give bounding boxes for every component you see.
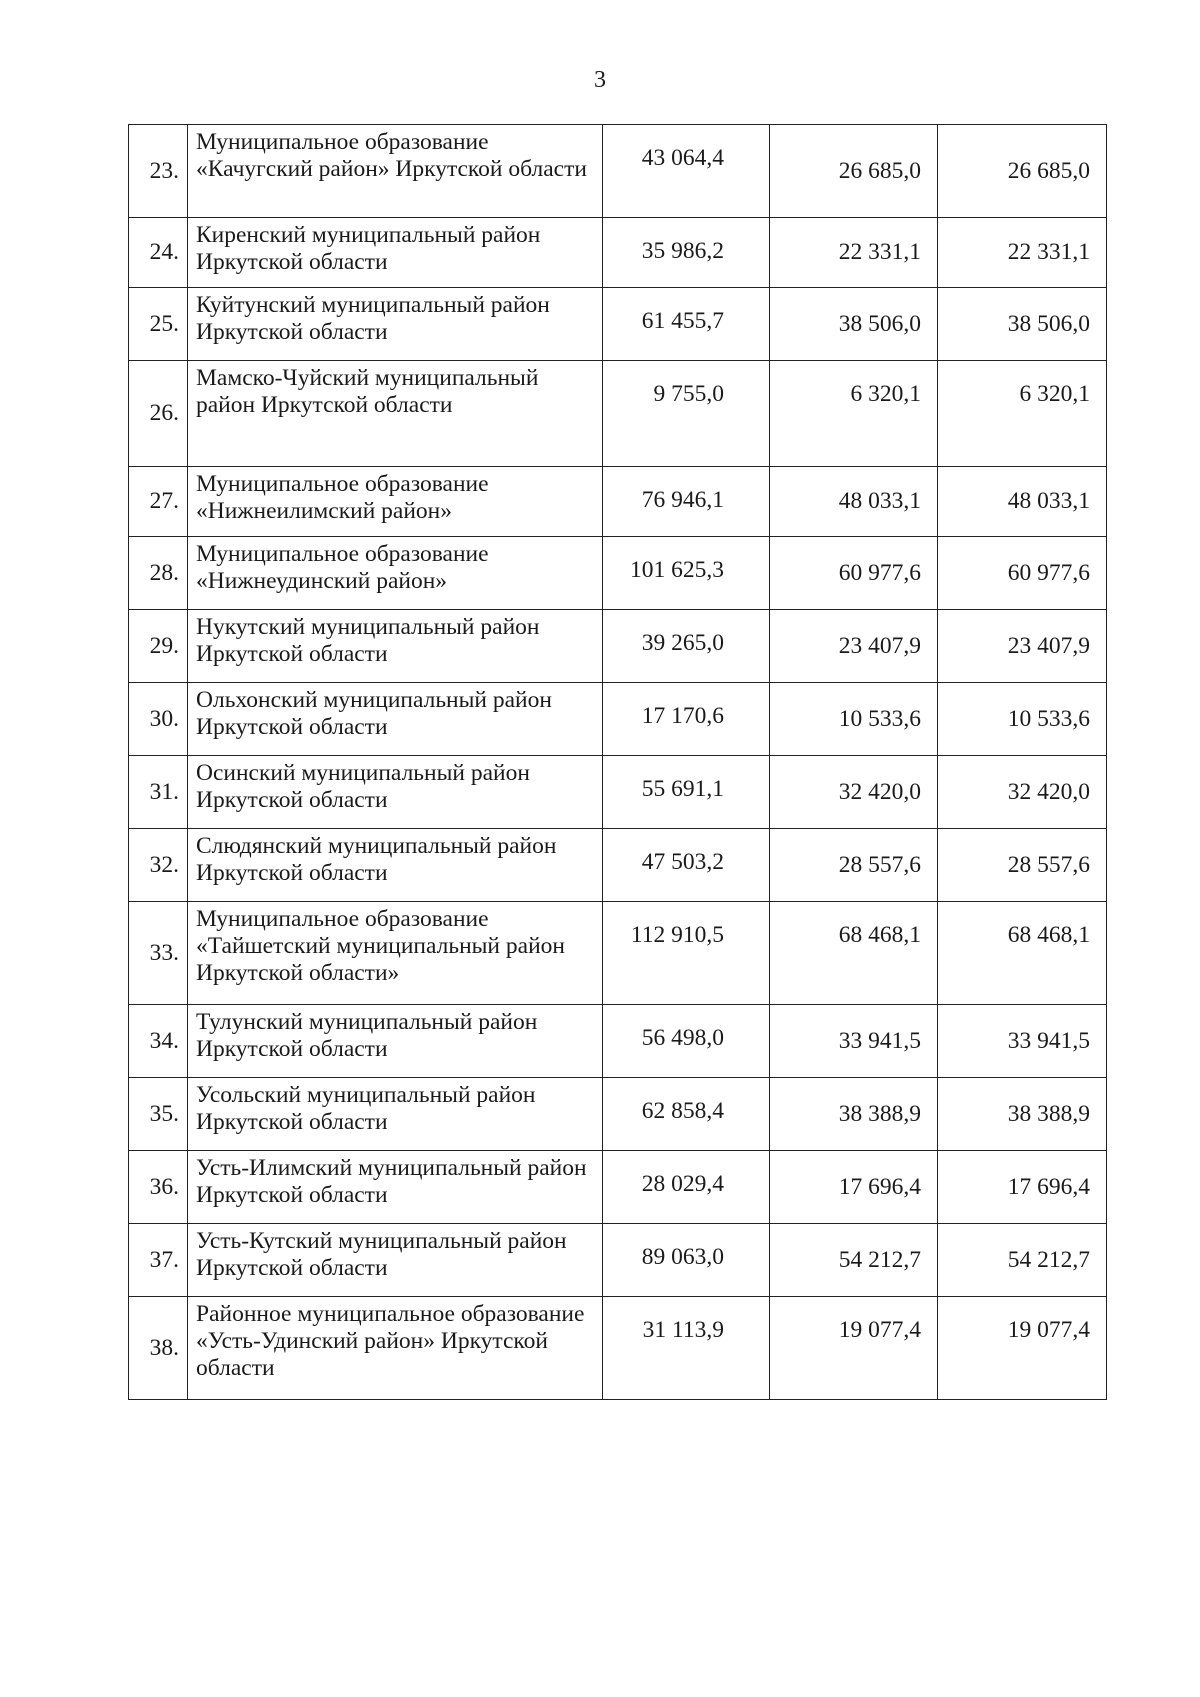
table-row xyxy=(129,756,1107,829)
value-col-3: 23 407,9 xyxy=(938,610,1107,683)
value-col-1: 55 691,1 xyxy=(603,756,770,829)
table-row xyxy=(129,467,1107,537)
row-number: 33. xyxy=(129,902,188,1005)
value-col-1: 61 455,7 xyxy=(603,288,770,361)
value-col-3: 26 685,0 xyxy=(938,125,1107,218)
municipality-name: Осинский муниципальный район Иркутской области xyxy=(188,756,603,829)
value-col-2: 26 685,0 xyxy=(770,125,938,218)
value-col-1: 101 625,3 xyxy=(603,537,770,610)
value-col-2: 28 557,6 xyxy=(770,829,938,902)
value-col-3: 38 506,0 xyxy=(938,288,1107,361)
row-number: 38. xyxy=(129,1297,188,1400)
value-col-1: 17 170,6 xyxy=(603,683,770,756)
value-col-2: 33 941,5 xyxy=(770,1005,938,1078)
table-row xyxy=(129,610,1107,683)
row-number: 28. xyxy=(129,537,188,610)
value-col-3: 38 388,9 xyxy=(938,1078,1107,1151)
value-col-2: 22 331,1 xyxy=(770,218,938,288)
value-col-1: 76 946,1 xyxy=(603,467,770,537)
row-number: 35. xyxy=(129,1078,188,1151)
row-number: 29. xyxy=(129,610,188,683)
municipality-name: Муниципальное образование «Качугский район» Иркутской области xyxy=(188,125,603,218)
municipality-name: Муниципальное образование «Нижнеилимский район» xyxy=(188,467,603,537)
value-col-2: 38 506,0 xyxy=(770,288,938,361)
value-col-3: 28 557,6 xyxy=(938,829,1107,902)
value-col-3: 48 033,1 xyxy=(938,467,1107,537)
value-col-2: 48 033,1 xyxy=(770,467,938,537)
table-row xyxy=(129,125,1107,218)
allocation-table xyxy=(128,124,1107,1400)
value-col-2: 54 212,7 xyxy=(770,1224,938,1297)
row-number: 37. xyxy=(129,1224,188,1297)
table-row xyxy=(129,902,1107,1005)
row-number: 30. xyxy=(129,683,188,756)
row-number: 34. xyxy=(129,1005,188,1078)
value-col-3: 17 696,4 xyxy=(938,1151,1107,1224)
table-row xyxy=(129,683,1107,756)
row-number: 23. xyxy=(129,125,188,218)
row-number: 36. xyxy=(129,1151,188,1224)
value-col-1: 56 498,0 xyxy=(603,1005,770,1078)
value-col-2: 19 077,4 xyxy=(770,1297,938,1400)
value-col-2: 32 420,0 xyxy=(770,756,938,829)
municipality-name: Муниципальное образование «Нижнеудинский район» xyxy=(188,537,603,610)
value-col-2: 10 533,6 xyxy=(770,683,938,756)
table-row xyxy=(129,1005,1107,1078)
value-col-2: 60 977,6 xyxy=(770,537,938,610)
value-col-1: 35 986,2 xyxy=(603,218,770,288)
value-col-3: 19 077,4 xyxy=(938,1297,1107,1400)
value-col-1: 43 064,4 xyxy=(603,125,770,218)
municipality-name: Киренский муниципальный район Иркутской области xyxy=(188,218,603,288)
municipality-name: Муниципальное образование «Тайшетский муниципальный район Иркутской области» xyxy=(188,902,603,1005)
page-number: 3 xyxy=(594,67,606,93)
value-col-1: 47 503,2 xyxy=(603,829,770,902)
value-col-2: 38 388,9 xyxy=(770,1078,938,1151)
value-col-1: 39 265,0 xyxy=(603,610,770,683)
municipality-name: Усть-Кутский муниципальный район Иркутской области xyxy=(188,1224,603,1297)
value-col-1: 112 910,5 xyxy=(603,902,770,1005)
value-col-3: 54 212,7 xyxy=(938,1224,1107,1297)
value-col-1: 9 755,0 xyxy=(603,361,770,467)
value-col-3: 10 533,6 xyxy=(938,683,1107,756)
municipality-name: Нукутский муниципальный район Иркутской области xyxy=(188,610,603,683)
value-col-1: 62 858,4 xyxy=(603,1078,770,1151)
table-row xyxy=(129,537,1107,610)
value-col-2: 68 468,1 xyxy=(770,902,938,1005)
value-col-3: 68 468,1 xyxy=(938,902,1107,1005)
municipality-name: Тулунский муниципальный район Иркутской области xyxy=(188,1005,603,1078)
value-col-2: 6 320,1 xyxy=(770,361,938,467)
value-col-3: 33 941,5 xyxy=(938,1005,1107,1078)
value-col-3: 32 420,0 xyxy=(938,756,1107,829)
value-col-3: 60 977,6 xyxy=(938,537,1107,610)
row-number: 26. xyxy=(129,361,188,467)
value-col-3: 22 331,1 xyxy=(938,218,1107,288)
municipality-name: Слюдянский муниципальный район Иркутской области xyxy=(188,829,603,902)
table-row xyxy=(129,1078,1107,1151)
municipality-name: Усть-Илимский муниципальный район Иркутской области xyxy=(188,1151,603,1224)
row-number: 27. xyxy=(129,467,188,537)
table-row xyxy=(129,361,1107,467)
value-col-1: 28 029,4 xyxy=(603,1151,770,1224)
table-row xyxy=(129,1224,1107,1297)
value-col-2: 23 407,9 xyxy=(770,610,938,683)
value-col-1: 31 113,9 xyxy=(603,1297,770,1400)
table-row xyxy=(129,829,1107,902)
municipality-name: Мамско-Чуйский муниципальный район Иркутской области xyxy=(188,361,603,467)
value-col-2: 17 696,4 xyxy=(770,1151,938,1224)
row-number: 24. xyxy=(129,218,188,288)
table-row xyxy=(129,218,1107,288)
municipality-name: Усольский муниципальный район Иркутской области xyxy=(188,1078,603,1151)
municipality-name: Куйтунский муниципальный район Иркутской области xyxy=(188,288,603,361)
table-row xyxy=(129,288,1107,361)
municipality-name: Районное муниципальное образование «Усть-Удинский район» Иркутской области xyxy=(188,1297,603,1400)
value-col-1: 89 063,0 xyxy=(603,1224,770,1297)
row-number: 32. xyxy=(129,829,188,902)
table-row xyxy=(129,1297,1107,1400)
value-col-3: 6 320,1 xyxy=(938,361,1107,467)
row-number: 25. xyxy=(129,288,188,361)
table-row xyxy=(129,1151,1107,1224)
row-number: 31. xyxy=(129,756,188,829)
municipality-name: Ольхонский муниципальный район Иркутской области xyxy=(188,683,603,756)
